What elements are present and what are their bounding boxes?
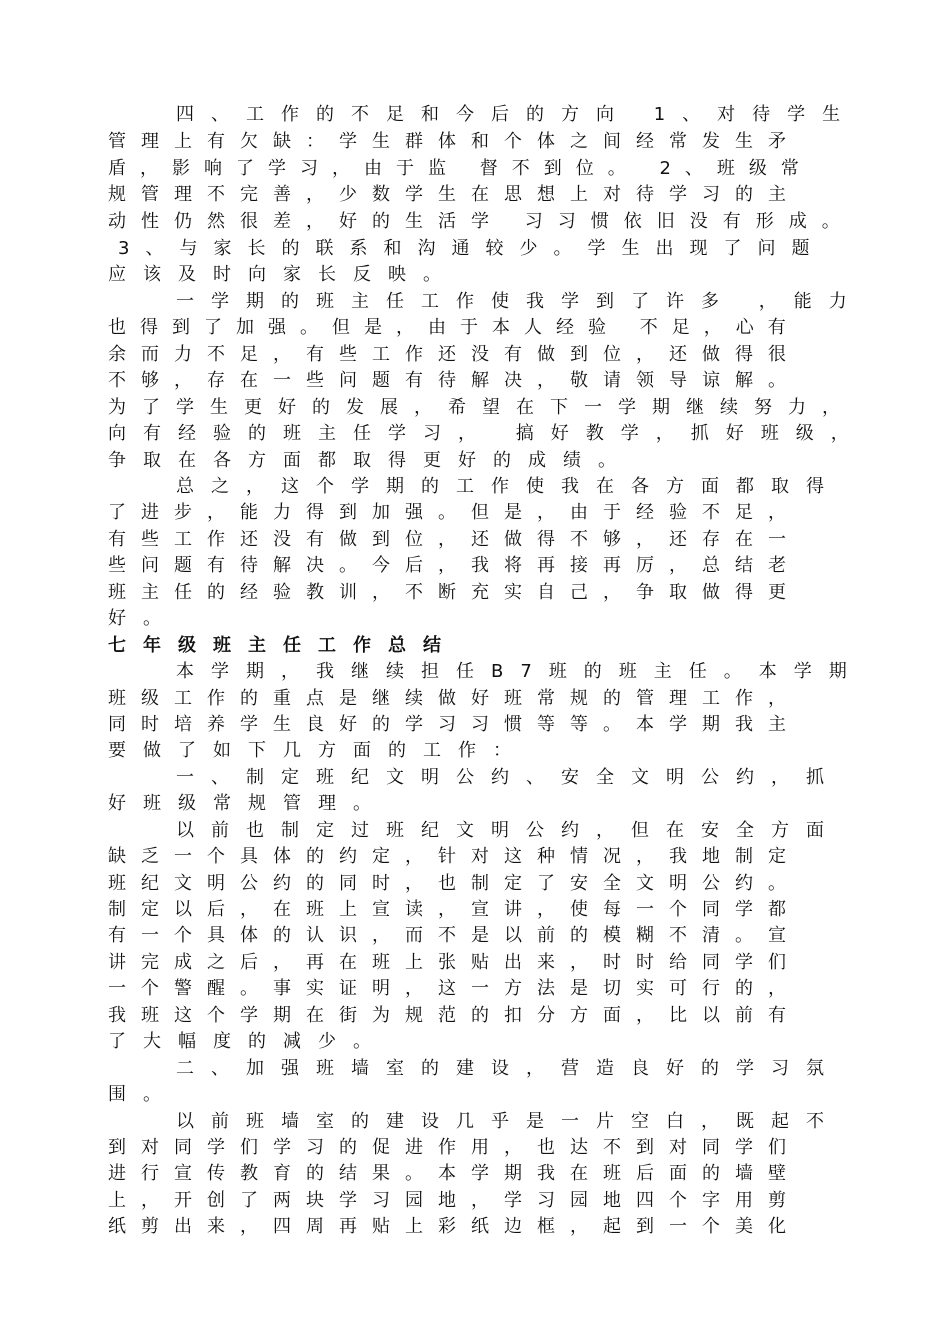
text-line: 班主任的经验教训，不断充实自己，争取做得更 <box>108 582 801 603</box>
text-line: 班级工作的重点是继续做好班常规的管理工作， <box>108 688 801 709</box>
text-line: 一、制定班纪文明公约、安全文明公约，抓 <box>176 767 841 788</box>
text-line: 缺乏一个具体的约定，针对这种情况，我地制定 <box>108 846 801 867</box>
text-line: 上，开创了两块学习园地，学习园地四个字用剪 <box>108 1190 801 1211</box>
text-line: 管理上有欠缺：学生群体和个体之间经常发生矛 <box>108 131 801 152</box>
text-line: 以前也制定过班纪文明公约，但在安全方面 <box>176 820 841 841</box>
text-line: 制定以后，在班上宣读，宣讲，使每一个同学都 <box>108 899 801 920</box>
section-heading: 七年级班主任工作总结 <box>108 635 458 656</box>
text-line: 进行宣传教育的结果。本学期我在班后面的墙壁 <box>108 1163 801 1184</box>
text-line: 些问题有待解决。今后，我将再接再厉，总结老 <box>108 555 801 576</box>
text-line: 要做了如下几方面的工作： <box>108 740 528 761</box>
text-line: 一学期的班主任工作使我学到了许多 ，能力 <box>176 291 864 312</box>
text-line: 以前班墙室的建设几乎是一片空白，既起不 <box>176 1111 841 1132</box>
text-line: 向有经验的班主任学习， 搞好教学，抓好班级， <box>108 423 866 444</box>
text-line: 班纪文明公约的同时，也制定了安全文明公约。 <box>108 873 801 894</box>
text-line: 为了学生更好的发展，希望在下一学期继续努力， <box>108 397 856 418</box>
text-line: 好。 <box>108 608 178 629</box>
text-line: 有一个具体的认识，而不是以前的模糊不清。宣 <box>108 925 801 946</box>
text-line: 二、加强班墙室的建设，营造良好的学习氛 <box>176 1058 841 1079</box>
text-line: 围。 <box>108 1084 178 1105</box>
text-line: 总之，这个学期的工作使我在各方面都取得 <box>176 476 841 497</box>
text-line: 应该及时向家长反映。 <box>108 264 458 285</box>
text-line: 讲完成之后，再在班上张贴出来，时时给同学们 <box>108 952 801 973</box>
text-line: 规管理不完善，少数学生在思想上对待学习的主 <box>108 184 801 205</box>
text-line: 余而力不足，有些工作还没有做到位，还做得很 <box>108 344 801 365</box>
text-line: 动性仍然很差，好的生活学 习习惯依旧没有形成。 <box>108 211 855 232</box>
text-line: 到对同学们学习的促进作用，也达不到对同学们 <box>108 1137 801 1158</box>
text-line: 了大幅度的减少。 <box>108 1031 388 1052</box>
text-line: 纸剪出来，四周再贴上彩纸边框，起到一个美化 <box>108 1216 801 1237</box>
text-line: 不够，存在一些问题有待解决，敬请领导谅解。 <box>108 370 801 391</box>
text-line: 了进步，能力得到加强。但是，由于经验不足， <box>108 502 801 523</box>
text-line: 我班这个学期在街为规范的扣分方面，比以前有 <box>108 1005 801 1026</box>
text-line: 一个警醒。事实证明，这一方法是切实可行的， <box>108 978 801 999</box>
text-line: 争取在各方面都取得更好的成绩。 <box>108 450 633 471</box>
text-line: 本学期，我继续担任B7班的班主任。本学期 <box>176 661 864 682</box>
text-line: 四、工作的不足和今后的方向 1、对待学生 <box>176 104 858 125</box>
text-line: 盾，影响了学习，由于监 督不到位。 2、班级常 <box>108 158 813 179</box>
text-line: 也得到了加强。但是，由于本人经验 不足，心有 <box>108 317 800 338</box>
text-line: 3、与家长的联系和沟通较少。学生出现了问题 <box>118 238 826 259</box>
text-line: 同时培养学生良好的学习习惯等等。本学期我主 <box>108 714 801 735</box>
text-line: 有些工作还没有做到位，还做得不够，还存在一 <box>108 529 801 550</box>
text-line: 好班级常规管理。 <box>108 793 388 814</box>
